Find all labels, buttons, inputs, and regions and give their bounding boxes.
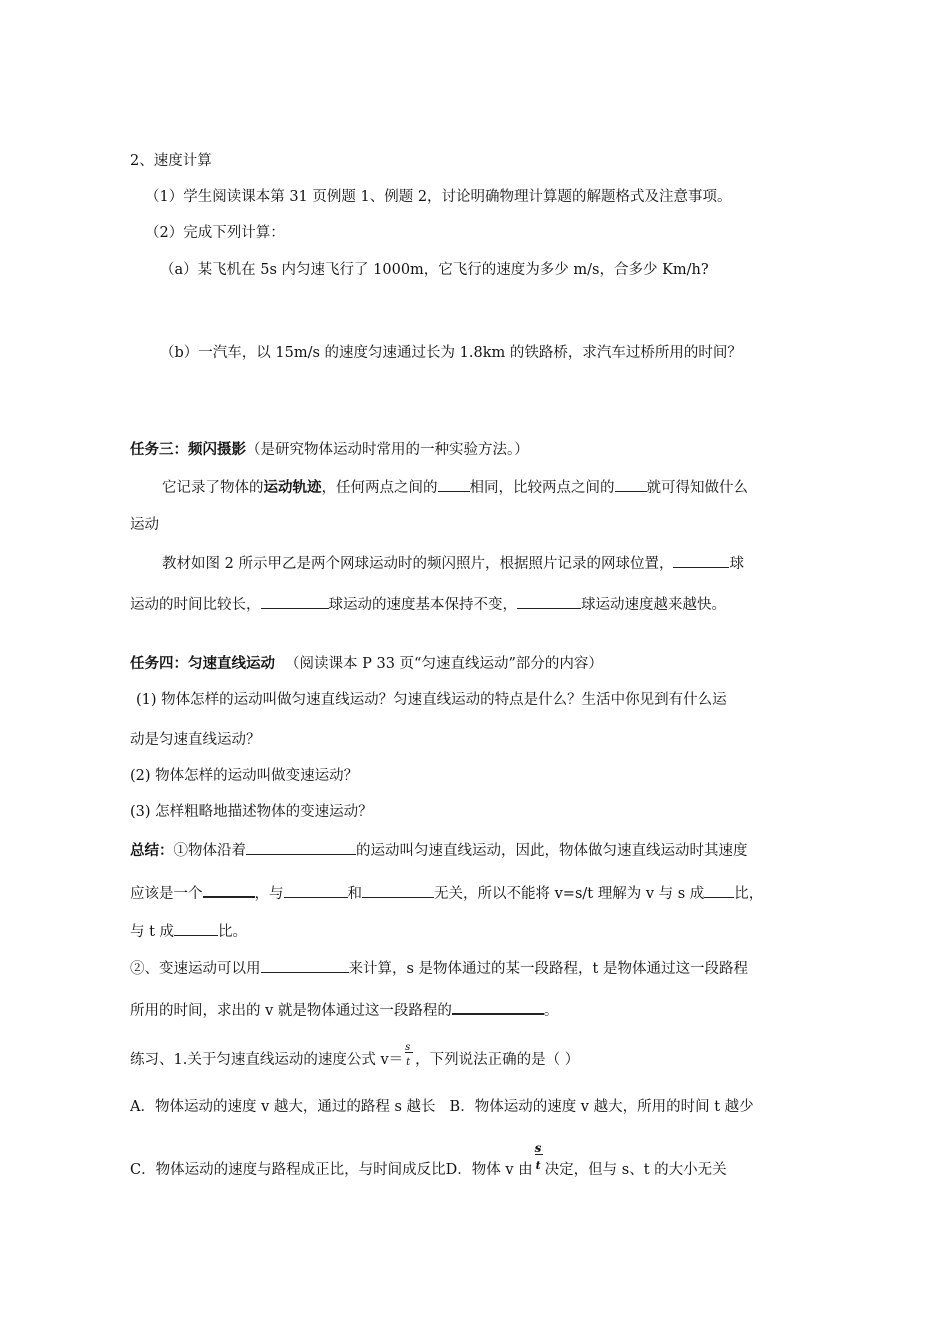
fill-blank[interactable] xyxy=(261,958,349,973)
fill-blank[interactable] xyxy=(246,840,356,855)
fraction-bar xyxy=(535,1154,543,1155)
question-a: （a）某飞机在 5s 内匀速飞行了 1000m，它飞行的速度为多少 m/s，合多少 Km/h? xyxy=(160,262,709,278)
bold-term: 运动轨迹 xyxy=(263,480,322,496)
task4-note: （阅读课本 P 33 页“匀速直线运动”部分的内容） xyxy=(285,656,603,672)
fraction-numerator: s xyxy=(405,1042,411,1053)
fill-blank[interactable] xyxy=(438,477,470,492)
fraction-s-over-t xyxy=(403,1042,415,1070)
text-run: ，任何两点之间的 xyxy=(321,480,438,496)
fill-blank[interactable] xyxy=(362,883,434,898)
text-run: 应该是一个 xyxy=(130,886,203,902)
exercise-options-ab xyxy=(130,1097,754,1117)
section-heading: 2、速度计算 xyxy=(130,153,212,169)
task4-title: 任务四：匀速直线运动 xyxy=(130,656,275,672)
fill-blank[interactable] xyxy=(517,594,581,609)
text-run: 练习、1.关于匀速直线运动的速度公式 v＝ xyxy=(130,1052,404,1068)
option-b[interactable]: B．物体运动的速度 v 越大，所用的时间 t 越少 xyxy=(449,1099,754,1115)
exercise-stem xyxy=(130,1042,580,1070)
task4-heading xyxy=(130,654,603,674)
summary-line3 xyxy=(130,921,247,942)
text-run: 决定，但与 s、t 的大小无关 xyxy=(544,1162,727,1178)
task4-question-1-cont: 动是匀速直线运动？ xyxy=(130,732,261,748)
task3-line1 xyxy=(162,477,748,498)
fill-blank[interactable] xyxy=(261,594,329,609)
paragraph-reading: （1）学生阅读课本第 31 页例题 1、例题 2，讨论明确物理计算题的解题格式及注意事项。 xyxy=(145,189,732,205)
text-run: ，与 xyxy=(254,886,284,902)
paragraph-instruction: （2）完成下列计算： xyxy=(145,225,285,241)
fill-blank[interactable] xyxy=(615,477,647,492)
task3-heading xyxy=(130,440,529,460)
fill-blank[interactable] xyxy=(284,883,348,898)
exercise-options-cd xyxy=(130,1141,727,1180)
fraction-denominator: t xyxy=(406,1057,411,1068)
text-run: 比， xyxy=(734,886,764,902)
fill-blank[interactable] xyxy=(704,883,734,898)
text-run: 和 xyxy=(347,886,362,902)
text-run: ，下列说法正确的是（ ） xyxy=(415,1052,580,1068)
summary-line5 xyxy=(130,999,558,1021)
text-run: 与 t 成 xyxy=(130,924,175,940)
text-run: 球 xyxy=(729,556,744,572)
text-run: 就可得知做什么 xyxy=(646,480,748,496)
option-a[interactable]: A．物体运动的速度 v 越大，通过的路程 s 越长 xyxy=(130,1099,436,1115)
text-run: 的运动叫匀速直线运动，因此，物体做匀速直线运动时其速度 xyxy=(356,843,748,859)
fill-blank[interactable] xyxy=(452,999,544,1015)
fraction-numerator: s xyxy=(534,1141,542,1155)
text-run: 球运动速度越来越快。 xyxy=(581,597,726,613)
task3-note: （是研究物体运动时常用的一种实验方法。） xyxy=(246,442,529,458)
text-run: 球运动的速度基本保持不变， xyxy=(328,597,517,613)
summary-line2 xyxy=(130,882,763,904)
text-run: 来计算，s 是物体通过的某一段路程，t 是物体通过这一段路程 xyxy=(348,961,748,977)
fill-blank[interactable] xyxy=(174,921,218,936)
fill-blank[interactable] xyxy=(673,553,729,568)
text-run: 相同，比较两点之间的 xyxy=(469,480,615,496)
text-run: 运动的时间比较长， xyxy=(130,597,261,613)
task3-title: 任务三：频闪摄影 xyxy=(130,442,246,458)
fraction-denominator: t xyxy=(535,1159,541,1172)
fill-blank[interactable] xyxy=(203,882,255,898)
text-run: 它记录了物体的 xyxy=(162,480,264,496)
task4-question-2: (2) 物体怎样的运动叫做变速运动？ xyxy=(130,768,359,784)
summary-line1 xyxy=(130,840,748,861)
text-run: D．物体 v 由 xyxy=(445,1162,533,1178)
option-c[interactable]: C．物体运动的速度与路程成正比，与时间成反比 xyxy=(130,1162,446,1178)
text-run: 比。 xyxy=(218,924,248,940)
text-run: 。 xyxy=(543,1003,559,1019)
fraction-s-over-t xyxy=(533,1141,545,1180)
text-run: 无关，所以不能将 v=s/t 理解为 v 与 s 成 xyxy=(434,886,705,902)
text-run: 教材如图 2 所示甲乙是两个网球运动时的频闪照片，根据照片记录的网球位置， xyxy=(162,556,674,572)
text-run: ①物体沿着 xyxy=(173,843,246,859)
summary-line4 xyxy=(130,958,748,979)
summary-label: 总结： xyxy=(130,843,174,859)
task4-question-3: (3) 怎样粗略地描述物体的变速运动？ xyxy=(130,804,373,820)
task3-line2: 运动 xyxy=(130,517,159,533)
text-run: 所用的时间，求出的 v 就是物体通过这一段路程的 xyxy=(130,1003,452,1019)
question-b: （b）一汽车，以 15m/s 的速度匀速通过长为 1.8km 的铁路桥，求汽车过桥所用的时间？ xyxy=(160,345,742,361)
option-d[interactable] xyxy=(445,1141,727,1178)
text-run: ②、变速运动可以用 xyxy=(130,961,261,977)
task3-line4 xyxy=(130,594,726,615)
task4-question-1: (1) 物体怎样的运动叫做匀速直线运动？匀速直线运动的特点是什么？生活中你见到有什么运 xyxy=(136,692,727,708)
task3-line3 xyxy=(162,553,744,574)
